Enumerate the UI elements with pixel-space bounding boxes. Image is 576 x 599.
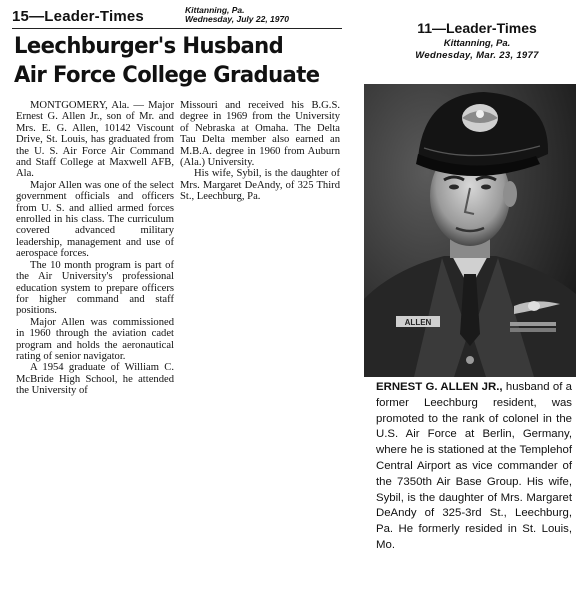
paragraph: The 10 month program is part of the Air University's professional education system to prepare officers for higher command and staff positions. xyxy=(16,259,174,317)
article-column-2 xyxy=(180,100,340,203)
header-rule xyxy=(12,28,342,29)
caption-name: ERNEST G. ALLEN JR., xyxy=(376,381,503,393)
paragraph: MONTGOMERY, Ala. — Major Ernest G. Allen Jr., son of Mr. and Mrs. E. G. Allen, 10142 Viscount Drive, St. Louis, has graduated from the U. S. Air Force Air Command and Staff College at Maxwell AFB, Ala. xyxy=(16,100,174,180)
headline-line-1: Leechburger's Husband xyxy=(14,34,284,59)
dateline-place-1977: Kittanning, Pa. xyxy=(443,38,511,49)
officer-portrait-illustration xyxy=(364,84,576,377)
page-header xyxy=(12,6,352,28)
caption-text: husband of a former Leechburg resident, was promoted to the rank of colonel in the U.S. Air Force at Berlin, Germany, where he is stationed at the Templehof Central Airport as vice commander of the 7350th Air Base Group. His wife, Sybil, is the daughter of Mrs. Margaret DeAndy of 325-3rd St., Leechburg, Pa. He formerly resided in St. Louis, Mo. xyxy=(376,381,572,551)
paragraph: Major Allen was one of the select government officials and officers from U. S. and allied armed forces enrolled in his class. The curriculum covered advanced military leadership, management and use of aerospace forces. xyxy=(16,179,174,260)
photo-caption xyxy=(376,380,572,554)
paragraph: A 1954 graduate of William C. McBride High School, he attended the University of xyxy=(16,362,174,397)
headline-line-2: Air Force College Graduate xyxy=(14,63,320,88)
name-tag: ALLEN xyxy=(404,318,432,327)
portrait-photo xyxy=(364,84,576,377)
masthead: 15—Leader-Times xyxy=(12,8,144,25)
dateline xyxy=(185,6,289,24)
article-column-1 xyxy=(16,100,174,397)
headline xyxy=(14,32,345,90)
dateline-date-1977: Wednesday, Mar. 23, 1977 xyxy=(415,50,539,61)
paragraph: His wife, Sybil, is the daughter of Mrs. Margaret DeAndy, of 325 Third St., Leechburg, Pa. xyxy=(180,168,340,203)
masthead-1977: 11—Leader-Times xyxy=(417,20,537,36)
paragraph: Missouri and received his B.G.S. degree in 1969 from the University of Nebraska at Omaha. The Delta Tau Delta member also earned an M.B.A. degree in 1960 from Auburn (Ala.) University. xyxy=(180,100,340,169)
dateline-date: Wednesday, July 22, 1970 xyxy=(185,14,289,24)
paragraph: Major Allen was commissioned in 1960 through the aviation cadet program and holds the aeronautical rating of senior navigator. xyxy=(16,316,174,362)
clipping-1970 xyxy=(0,0,362,470)
dateline-place: Kittanning, Pa. xyxy=(185,5,245,15)
